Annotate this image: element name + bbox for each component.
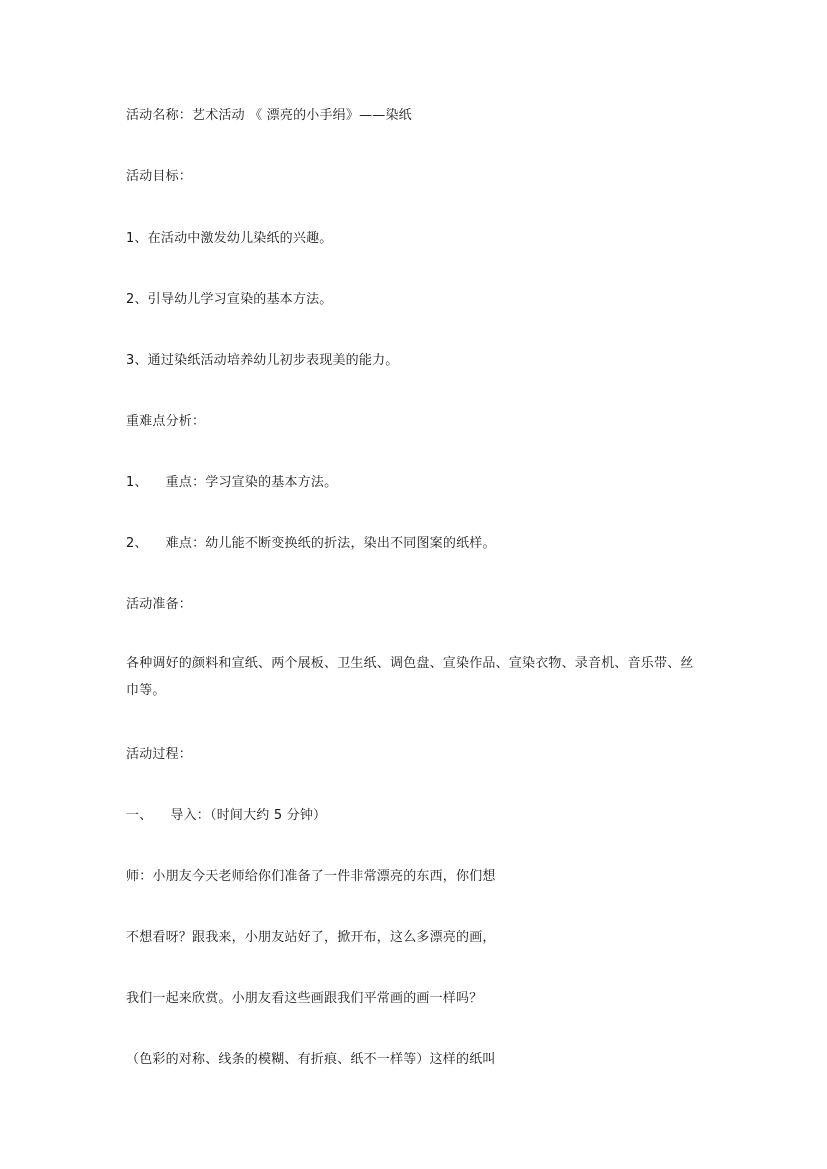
- activity-title: 活动名称：艺术活动 《 漂亮的小手绢》——染纸: [126, 108, 412, 123]
- key-point-number: 1、: [126, 475, 148, 490]
- prep-heading: 活动准备：: [126, 597, 193, 612]
- goal-item: 1、在活动中激发幼儿染纸的兴趣。: [126, 231, 333, 246]
- dialogue-line: 我们一起来欣赏。小朋友看这些画跟我们平常画的画一样吗？: [126, 991, 483, 1006]
- dialogue-line: （色彩的对称、线条的模糊、有折痕、纸不一样等）这样的纸叫: [126, 1052, 496, 1067]
- goal-item: 2、引导幼儿学习宣染的基本方法。: [126, 292, 333, 307]
- process-heading: 活动过程：: [126, 747, 193, 762]
- goal-item: 3、通过染纸活动培养幼儿初步表现美的能力。: [126, 353, 399, 368]
- key-point-item: [126, 535, 496, 553]
- difficulty-heading: 重难点分析：: [126, 414, 206, 429]
- dialogue-line: 不想看呀？跟我来，小朋友站好了，掀开布，这么多漂亮的画，: [126, 930, 496, 945]
- prep-text: 各种调好的颜料和宣纸、两个展板、卫生纸、调色盘、宣染作品、宣染衣物、录音机、音乐带、丝巾等。: [126, 656, 694, 698]
- goals-heading: 活动目标：: [126, 169, 193, 184]
- step-number: 一、: [126, 808, 153, 823]
- key-point-number: 2、: [126, 536, 148, 551]
- step-text: 导入：（时间大约 5 分钟）: [170, 808, 327, 823]
- key-point-text: 难点：幼儿能不断变换纸的折法，染出不同图案的纸样。: [165, 536, 496, 551]
- key-point-text: 重点：学习宣染的基本方法。: [165, 475, 338, 490]
- key-point-item: [126, 474, 337, 492]
- dialogue-line: 师：小朋友今天老师给你们准备了一件非常漂亮的东西，你们想: [126, 869, 496, 884]
- step-one: [126, 807, 326, 825]
